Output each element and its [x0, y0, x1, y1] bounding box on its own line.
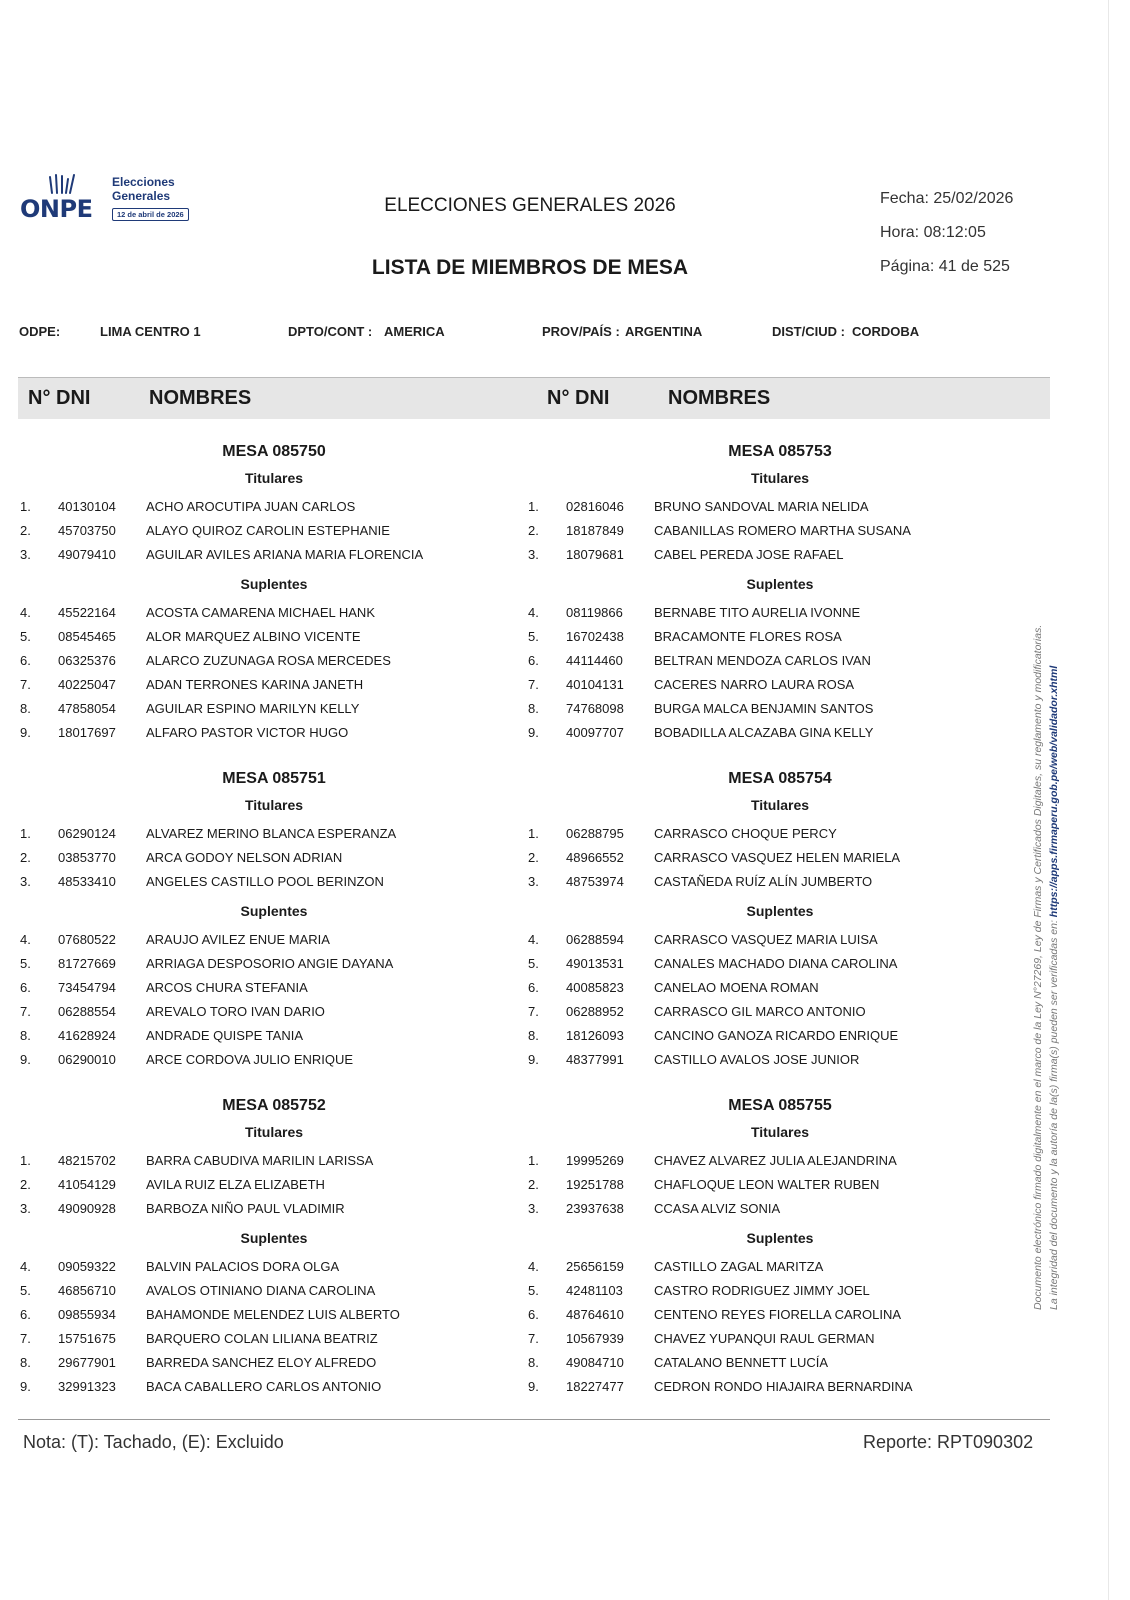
member-dni: 74768098: [566, 701, 624, 716]
member-name: BARREDA SANCHEZ ELOY ALFREDO: [146, 1355, 377, 1370]
member-row: [528, 1028, 998, 1052]
member-row: [20, 677, 490, 701]
logo-line1: Elecciones: [112, 175, 175, 189]
member-number: 5.: [20, 956, 31, 971]
member-row: [20, 499, 490, 523]
member-row: [20, 1283, 490, 1307]
member-row: [20, 1177, 490, 1201]
member-number: 7.: [528, 677, 539, 692]
member-dni: 48966552: [566, 850, 624, 865]
member-dni: 49013531: [566, 956, 624, 971]
member-number: 8.: [528, 1028, 539, 1043]
member-name: ALVAREZ MERINO BLANCA ESPERANZA: [146, 826, 397, 841]
member-row: [20, 701, 490, 725]
member-dni: 06288594: [566, 932, 624, 947]
member-name: ACOSTA CAMARENA MICHAEL HANK: [146, 605, 375, 620]
member-name: ALAYO QUIROZ CAROLIN ESTEPHANIE: [146, 523, 390, 538]
member-row: [20, 629, 490, 653]
suplentes-label: Suplentes: [746, 1230, 814, 1246]
prov-value: ARGENTINA: [625, 324, 703, 339]
member-row: [20, 1201, 490, 1225]
suplentes-label: Suplentes: [240, 576, 308, 592]
logo-wordmark: ONPE: [20, 195, 93, 223]
member-number: 3.: [20, 874, 31, 889]
member-number: 4.: [528, 605, 539, 620]
logo-line2: Generales: [112, 189, 171, 203]
member-row: [20, 1355, 490, 1379]
member-name: CEDRON RONDO HIAJAIRA BERNARDINA: [654, 1379, 913, 1394]
member-number: 5.: [20, 1283, 31, 1298]
member-dni: 32991323: [58, 1379, 116, 1394]
odpe-label: ODPE:: [19, 324, 61, 339]
member-number: 1.: [20, 1153, 31, 1168]
member-dni: 23937638: [566, 1201, 624, 1216]
member-name: ARRIAGA DESPOSORIO ANGIE DAYANA: [146, 956, 394, 971]
member-number: 7.: [528, 1331, 539, 1346]
member-number: 1.: [20, 826, 31, 841]
member-row: [528, 1201, 998, 1225]
member-dni: 06290010: [58, 1052, 116, 1067]
member-number: 6.: [528, 653, 539, 668]
member-row: [528, 677, 998, 701]
signature-note-text: La integridad del documento y la autoría de la(s) firma(s) pueden ser verificadas en:: [1048, 920, 1060, 1310]
member-name: CABEL PEREDA JOSE RAFAEL: [654, 547, 844, 562]
member-name: ARAUJO AVILEZ ENUE MARIA: [146, 932, 330, 947]
document-title-text: ELECCIONES GENERALES 2026: [384, 195, 676, 216]
member-row: [528, 850, 998, 874]
member-name: BRUNO SANDOVAL MARIA NELIDA: [654, 499, 869, 514]
suplentes-label: Suplentes: [240, 1230, 308, 1246]
member-row: [20, 1004, 490, 1028]
member-dni: 18187849: [566, 523, 624, 538]
member-name: BACA CABALLERO CARLOS ANTONIO: [146, 1379, 382, 1394]
member-number: 9.: [20, 1379, 31, 1394]
col-nombres-right: NOMBRES: [668, 387, 771, 409]
member-number: 1.: [528, 499, 539, 514]
member-number: 8.: [20, 1028, 31, 1043]
member-dni: 19995269: [566, 1153, 624, 1168]
member-dni: 09059322: [58, 1259, 116, 1274]
dpto-value: AMERICA: [384, 324, 445, 339]
member-dni: 18079681: [566, 547, 624, 562]
member-dni: 18227477: [566, 1379, 624, 1394]
member-number: 5.: [528, 1283, 539, 1298]
member-row: [20, 653, 490, 677]
member-number: 3.: [528, 547, 539, 562]
member-number: 2.: [528, 523, 539, 538]
member-row: [528, 1004, 998, 1028]
member-row: [528, 1177, 998, 1201]
member-dni: 46856710: [58, 1283, 116, 1298]
member-number: 2.: [528, 1177, 539, 1192]
logo-date-badge: 12 de abril de 2026: [112, 208, 189, 221]
mesa-title: MESA 085755: [728, 1097, 832, 1114]
member-dni: 29677901: [58, 1355, 116, 1370]
member-number: 7.: [20, 1004, 31, 1019]
document-subtitle: LISTA DE MIEMBROS DE MESA: [371, 256, 689, 279]
member-name: ACHO AROCUTIPA JUAN CARLOS: [146, 499, 356, 514]
member-name: CASTILLO AVALOS JOSE JUNIOR: [654, 1052, 860, 1067]
member-number: 1.: [528, 1153, 539, 1168]
member-dni: 45703750: [58, 523, 116, 538]
member-dni: 45522164: [58, 605, 116, 620]
member-name: ANDRADE QUISPE TANIA: [146, 1028, 303, 1043]
member-row: [528, 1052, 998, 1076]
member-dni: 49090928: [58, 1201, 116, 1216]
mesa-title: MESA 085753: [728, 443, 832, 460]
member-name: CHAFLOQUE LEON WALTER RUBEN: [654, 1177, 880, 1192]
mesa-title: MESA 085752: [222, 1097, 326, 1114]
member-row: [20, 523, 490, 547]
col-ndni-right: N° DNI: [547, 387, 610, 409]
member-row: [20, 826, 490, 850]
member-dni: 10567939: [566, 1331, 624, 1346]
member-row: [528, 725, 998, 749]
member-number: 3.: [528, 874, 539, 889]
member-name: BARRA CABUDIVA MARILIN LARISSA: [146, 1153, 374, 1168]
member-dni: 08545465: [58, 629, 116, 644]
member-dni: 40085823: [566, 980, 624, 995]
member-number: 9.: [20, 725, 31, 740]
member-row: [20, 874, 490, 898]
member-name: ARCOS CHURA STEFANIA: [146, 980, 308, 995]
signature-note-line1: Documento electrónico firmado digitalmente en el marco de la Ley N°27269, Ley de Firmas y Certificados Digitales, su reglamento y modificatorias.: [1032, 624, 1044, 1310]
member-row: [528, 1307, 998, 1331]
col-nombres-left: NOMBRES: [149, 387, 252, 409]
member-number: 7.: [20, 1331, 31, 1346]
dpto-label: DPTO/CONT :: [288, 324, 373, 339]
member-dni: 15751675: [58, 1331, 116, 1346]
mesa-title: MESA 085750: [222, 443, 326, 460]
member-number: 2.: [20, 850, 31, 865]
member-dni: 06325376: [58, 653, 116, 668]
member-name: ALFARO PASTOR VICTOR HUGO: [146, 725, 349, 740]
member-number: 4.: [528, 1259, 539, 1274]
member-row: [528, 1283, 998, 1307]
member-name: BALVIN PALACIOS DORA OLGA: [146, 1259, 340, 1274]
member-number: 3.: [20, 547, 31, 562]
footer-note: Nota: (T): Tachado, (E): Excluido: [23, 1432, 284, 1452]
member-row: [20, 1307, 490, 1331]
member-name: BAHAMONDE MELENDEZ LUIS ALBERTO: [146, 1307, 400, 1322]
member-name: BERNABE TITO AURELIA IVONNE: [654, 605, 861, 620]
member-row: [528, 826, 998, 850]
member-number: 6.: [20, 980, 31, 995]
member-dni: 40130104: [58, 499, 116, 514]
member-number: 9.: [528, 1052, 539, 1067]
member-name: BRACAMONTE FLORES ROSA: [654, 629, 842, 644]
member-dni: 48753974: [566, 874, 624, 889]
member-row: [528, 701, 998, 725]
member-dni: 03853770: [58, 850, 116, 865]
member-name: AVALOS OTINIANO DIANA CAROLINA: [146, 1283, 376, 1298]
member-row: [20, 547, 490, 571]
member-name: CANCINO GANOZA RICARDO ENRIQUE: [654, 1028, 899, 1043]
member-row: [528, 1153, 998, 1177]
titulares-label: Titulares: [750, 797, 810, 813]
member-number: 4.: [528, 932, 539, 947]
member-name: CASTAÑEDA RUÍZ ALÍN JUMBERTO: [654, 874, 873, 889]
member-name: AGUILAR ESPINO MARILYN KELLY: [146, 701, 360, 716]
member-name: AREVALO TORO IVAN DARIO: [146, 1004, 325, 1019]
member-dni: 40104131: [566, 677, 624, 692]
mesa-title: MESA 085751: [222, 770, 326, 787]
signature-note-line2: [1046, 570, 1062, 1310]
member-dni: 42481103: [566, 1283, 623, 1298]
member-row: [528, 629, 998, 653]
member-row: [20, 1052, 490, 1076]
member-dni: 06288554: [58, 1004, 116, 1019]
member-name: AGUILAR AVILES ARIANA MARIA FLORENCIA: [146, 547, 424, 562]
member-name: ALARCO ZUZUNAGA ROSA MERCEDES: [146, 653, 391, 668]
member-row: [528, 1259, 998, 1283]
suplentes-label: Suplentes: [746, 576, 814, 592]
member-name: AVILA RUIZ ELZA ELIZABETH: [146, 1177, 325, 1192]
mesa-title: MESA 085754: [728, 770, 832, 787]
member-dni: 06288952: [566, 1004, 624, 1019]
member-row: [20, 1028, 490, 1052]
member-dni: 09855934: [58, 1307, 116, 1322]
member-row: [20, 980, 490, 1004]
member-number: 9.: [528, 1379, 539, 1394]
titulares-label: Titulares: [750, 1124, 810, 1140]
member-number: 3.: [528, 1201, 539, 1216]
member-row: [20, 605, 490, 629]
member-name: ANGELES CASTILLO POOL BERINZON: [146, 874, 384, 889]
member-number: 9.: [20, 1052, 31, 1067]
member-row: [20, 1259, 490, 1283]
suplentes-label: Suplentes: [240, 903, 308, 919]
member-dni: 73454794: [58, 980, 116, 995]
fecha: Fecha: 25/02/2026: [880, 190, 1014, 207]
member-row: [528, 499, 998, 523]
member-name: CACERES NARRO LAURA ROSA: [654, 677, 855, 692]
member-row: [528, 956, 998, 980]
titulares-label: Titulares: [750, 470, 810, 486]
member-number: 2.: [20, 1177, 31, 1192]
member-number: 5.: [528, 956, 539, 971]
member-number: 3.: [20, 1201, 31, 1216]
member-dni: 16702438: [566, 629, 624, 644]
member-row: [528, 1331, 998, 1355]
member-name: CARRASCO VASQUEZ MARIA LUISA: [654, 932, 878, 947]
member-dni: 19251788: [566, 1177, 624, 1192]
member-number: 8.: [20, 701, 31, 716]
member-name: CARRASCO CHOQUE PERCY: [654, 826, 837, 841]
member-row: [528, 653, 998, 677]
member-name: CASTILLO ZAGAL MARITZA: [654, 1259, 824, 1274]
member-name: ARCA GODOY NELSON ADRIAN: [146, 850, 343, 865]
member-name: CARRASCO GIL MARCO ANTONIO: [654, 1004, 866, 1019]
member-row: [528, 932, 998, 956]
member-name: BARQUERO COLAN LILIANA BEATRIZ: [146, 1331, 378, 1346]
member-number: 2.: [20, 523, 31, 538]
member-number: 1.: [528, 826, 539, 841]
member-dni: 40225047: [58, 677, 116, 692]
pagina: Página: 41 de 525: [880, 258, 1010, 275]
member-row: [20, 725, 490, 749]
member-dni: 07680522: [58, 932, 116, 947]
member-name: BARBOZA NIÑO PAUL VLADIMIR: [146, 1201, 345, 1216]
member-number: 5.: [528, 629, 539, 644]
member-name: CANELAO MOENA ROMAN: [654, 980, 819, 995]
member-dni: 18126093: [566, 1028, 624, 1043]
member-row: [528, 547, 998, 571]
member-dni: 18017697: [58, 725, 116, 740]
member-dni: 41054129: [58, 1177, 116, 1192]
titulares-label: Titulares: [244, 1124, 304, 1140]
member-number: 6.: [20, 1307, 31, 1322]
member-number: 4.: [20, 605, 31, 620]
member-name: CATALANO BENNETT LUCÍA: [654, 1355, 829, 1370]
member-row: [528, 980, 998, 1004]
member-row: [528, 1355, 998, 1379]
member-dni: 25656159: [566, 1259, 624, 1274]
member-name: CHAVEZ ALVAREZ JULIA ALEJANDRINA: [654, 1153, 897, 1168]
member-name: CCASA ALVIZ SONIA: [654, 1201, 781, 1216]
member-name: ALOR MARQUEZ ALBINO VICENTE: [146, 629, 361, 644]
hand-vote-icon: [46, 173, 80, 197]
member-dni: 06288795: [566, 826, 624, 841]
member-name: CHAVEZ YUPANQUI RAUL GERMAN: [654, 1331, 875, 1346]
dist-label: DIST/CIUD :: [772, 324, 845, 339]
member-row: [20, 1153, 490, 1177]
member-row: [20, 932, 490, 956]
member-number: 7.: [20, 677, 31, 692]
member-name: ARCE CORDOVA JULIO ENRIQUE: [146, 1052, 354, 1067]
member-row: [528, 605, 998, 629]
col-ndni-left: N° DNI: [28, 387, 91, 409]
member-number: 8.: [528, 701, 539, 716]
member-number: 4.: [20, 932, 31, 947]
member-row: [528, 1379, 998, 1403]
member-number: 4.: [20, 1259, 31, 1274]
titulares-label: Titulares: [244, 797, 304, 813]
suplentes-label: Suplentes: [746, 903, 814, 919]
member-dni: 49084710: [566, 1355, 624, 1370]
member-dni: 48533410: [58, 874, 116, 889]
dist-value: CORDOBA: [852, 324, 920, 339]
hora: Hora: 08:12:05: [880, 224, 986, 241]
member-number: 5.: [20, 629, 31, 644]
member-number: 9.: [528, 725, 539, 740]
member-name: CENTENO REYES FIORELLA CAROLINA: [654, 1307, 902, 1322]
member-dni: 08119866: [566, 605, 623, 620]
member-name: ADAN TERRONES KARINA JANETH: [146, 677, 364, 692]
member-number: 1.: [20, 499, 31, 514]
validator-link[interactable]: https://apps.firmaperu.gob.pe/web/validador.xhtml: [1048, 665, 1060, 918]
member-name: CASTRO RODRIGUEZ JIMMY JOEL: [654, 1283, 870, 1298]
member-dni: 41628924: [58, 1028, 116, 1043]
member-dni: 81727669: [58, 956, 116, 971]
titulares-label: Titulares: [244, 470, 304, 486]
member-name: BURGA MALCA BENJAMIN SANTOS: [654, 701, 874, 716]
member-number: 8.: [20, 1355, 31, 1370]
footer-divider: [18, 1419, 1050, 1420]
member-number: 6.: [528, 980, 539, 995]
member-number: 2.: [528, 850, 539, 865]
member-row: [528, 523, 998, 547]
member-number: 6.: [20, 653, 31, 668]
member-dni: 44114460: [566, 653, 623, 668]
report-code: Reporte: RPT090302: [863, 1432, 1034, 1452]
member-number: 8.: [528, 1355, 539, 1370]
prov-label: PROV/PAÍS :: [542, 324, 620, 339]
member-dni: 02816046: [566, 499, 624, 514]
member-dni: 48764610: [566, 1307, 624, 1322]
page-edge: [1108, 0, 1109, 1600]
member-dni: 06290124: [58, 826, 116, 841]
member-dni: 48377991: [566, 1052, 624, 1067]
member-name: BELTRAN MENDOZA CARLOS IVAN: [654, 653, 871, 668]
member-number: 6.: [528, 1307, 539, 1322]
member-number: 7.: [528, 1004, 539, 1019]
digital-signature-note: [1030, 570, 1062, 1310]
member-row: [528, 874, 998, 898]
member-dni: 48215702: [58, 1153, 116, 1168]
member-row: [20, 1331, 490, 1355]
member-dni: 49079410: [58, 547, 116, 562]
odpe-value: LIMA CENTRO 1: [100, 324, 201, 339]
member-name: CANALES MACHADO DIANA CAROLINA: [654, 956, 898, 971]
member-row: [20, 956, 490, 980]
member-row: [20, 1379, 490, 1403]
member-dni: 40097707: [566, 725, 624, 740]
member-name: CARRASCO VASQUEZ HELEN MARIELA: [654, 850, 901, 865]
member-row: [20, 850, 490, 874]
member-dni: 47858054: [58, 701, 116, 716]
member-name: CABANILLAS ROMERO MARTHA SUSANA: [654, 523, 911, 538]
member-name: BOBADILLA ALCAZABA GINA KELLY: [654, 725, 874, 740]
